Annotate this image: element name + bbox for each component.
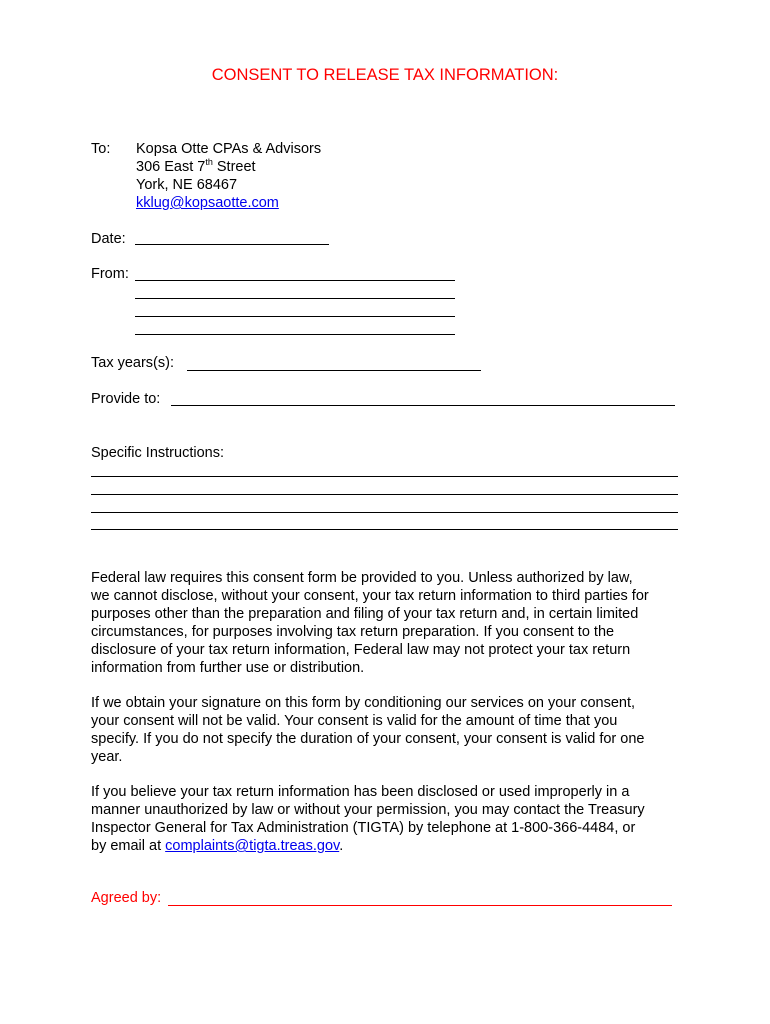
paragraph-line: purposes other than the preparation and filing of your tax return and, in certain limited (91, 606, 639, 622)
street-ordinal-suffix: th (205, 157, 213, 167)
instructions-label: Specific Instructions: (91, 445, 224, 461)
consent-validity-paragraph (91, 694, 691, 766)
date-line[interactable] (135, 244, 329, 245)
from-label: From: (91, 266, 129, 282)
from-line-2[interactable] (135, 298, 455, 299)
recipient-city: York, NE 68467 (136, 177, 238, 193)
paragraph-line: information from further use or distribution. (91, 660, 365, 676)
paragraph-line: your consent will not be valid. Your consent is valid for the amount of time that you (91, 713, 618, 729)
paragraph-line: year. (91, 749, 123, 765)
paragraph-line: Inspector General for Tax Administration (TIGTA) by telephone at 1-800-366-4484, or (91, 820, 636, 836)
disclosure-paragraph (91, 569, 691, 677)
agreed-by-label: Agreed by: (91, 890, 162, 906)
paragraph-line: If you believe your tax return information has been disclosed or used improperly in a (91, 784, 630, 800)
date-label: Date: (91, 231, 126, 247)
paragraph-line: manner unauthorized by law or without your permission, you may contact the Treasury (91, 802, 645, 818)
paragraph-line: specify. If you do not specify the duration of your consent, your consent is valid for one (91, 731, 645, 747)
paragraph-line: we cannot disclose, without your consent, your tax return information to third parties for (91, 588, 649, 604)
paragraph-line: circumstances, for purposes involving tax return preparation. If you consent to the (91, 624, 615, 640)
recipient-email-link[interactable]: kklug@kopsaotte.com (136, 195, 279, 211)
provide-to-label: Provide to: (91, 391, 161, 407)
agreed-by-signature-line[interactable] (168, 905, 672, 906)
instructions-line-2[interactable] (91, 494, 678, 495)
provide-to-line[interactable] (171, 405, 675, 406)
from-line-1[interactable] (135, 280, 455, 281)
paragraph-line: by email at complaints@tigta.treas.gov. (91, 838, 344, 854)
tax-years-line[interactable] (187, 370, 481, 371)
to-label: To: (91, 141, 111, 157)
paragraph-line: disclosure of your tax return information, Federal law may not protect your tax return (91, 642, 631, 658)
paragraph-line: If we obtain your signature on this form by conditioning our services on your consent, (91, 695, 636, 711)
instructions-line-1[interactable] (91, 476, 678, 477)
tigta-paragraph (91, 783, 691, 855)
page-title: CONSENT TO RELEASE TAX INFORMATION: (211, 66, 559, 84)
recipient-street: 306 East 7th Street (136, 157, 256, 175)
tigta-email-link[interactable]: complaints@tigta.treas.gov (165, 838, 340, 854)
from-line-4[interactable] (135, 334, 455, 335)
paragraph-line: Federal law requires this consent form be provided to you. Unless authorized by law, (91, 570, 633, 586)
recipient-name: Kopsa Otte CPAs & Advisors (136, 141, 322, 157)
from-line-3[interactable] (135, 316, 455, 317)
instructions-line-3[interactable] (91, 512, 678, 513)
tax-years-label: Tax years(s): (91, 355, 174, 371)
instructions-line-4[interactable] (91, 529, 678, 530)
